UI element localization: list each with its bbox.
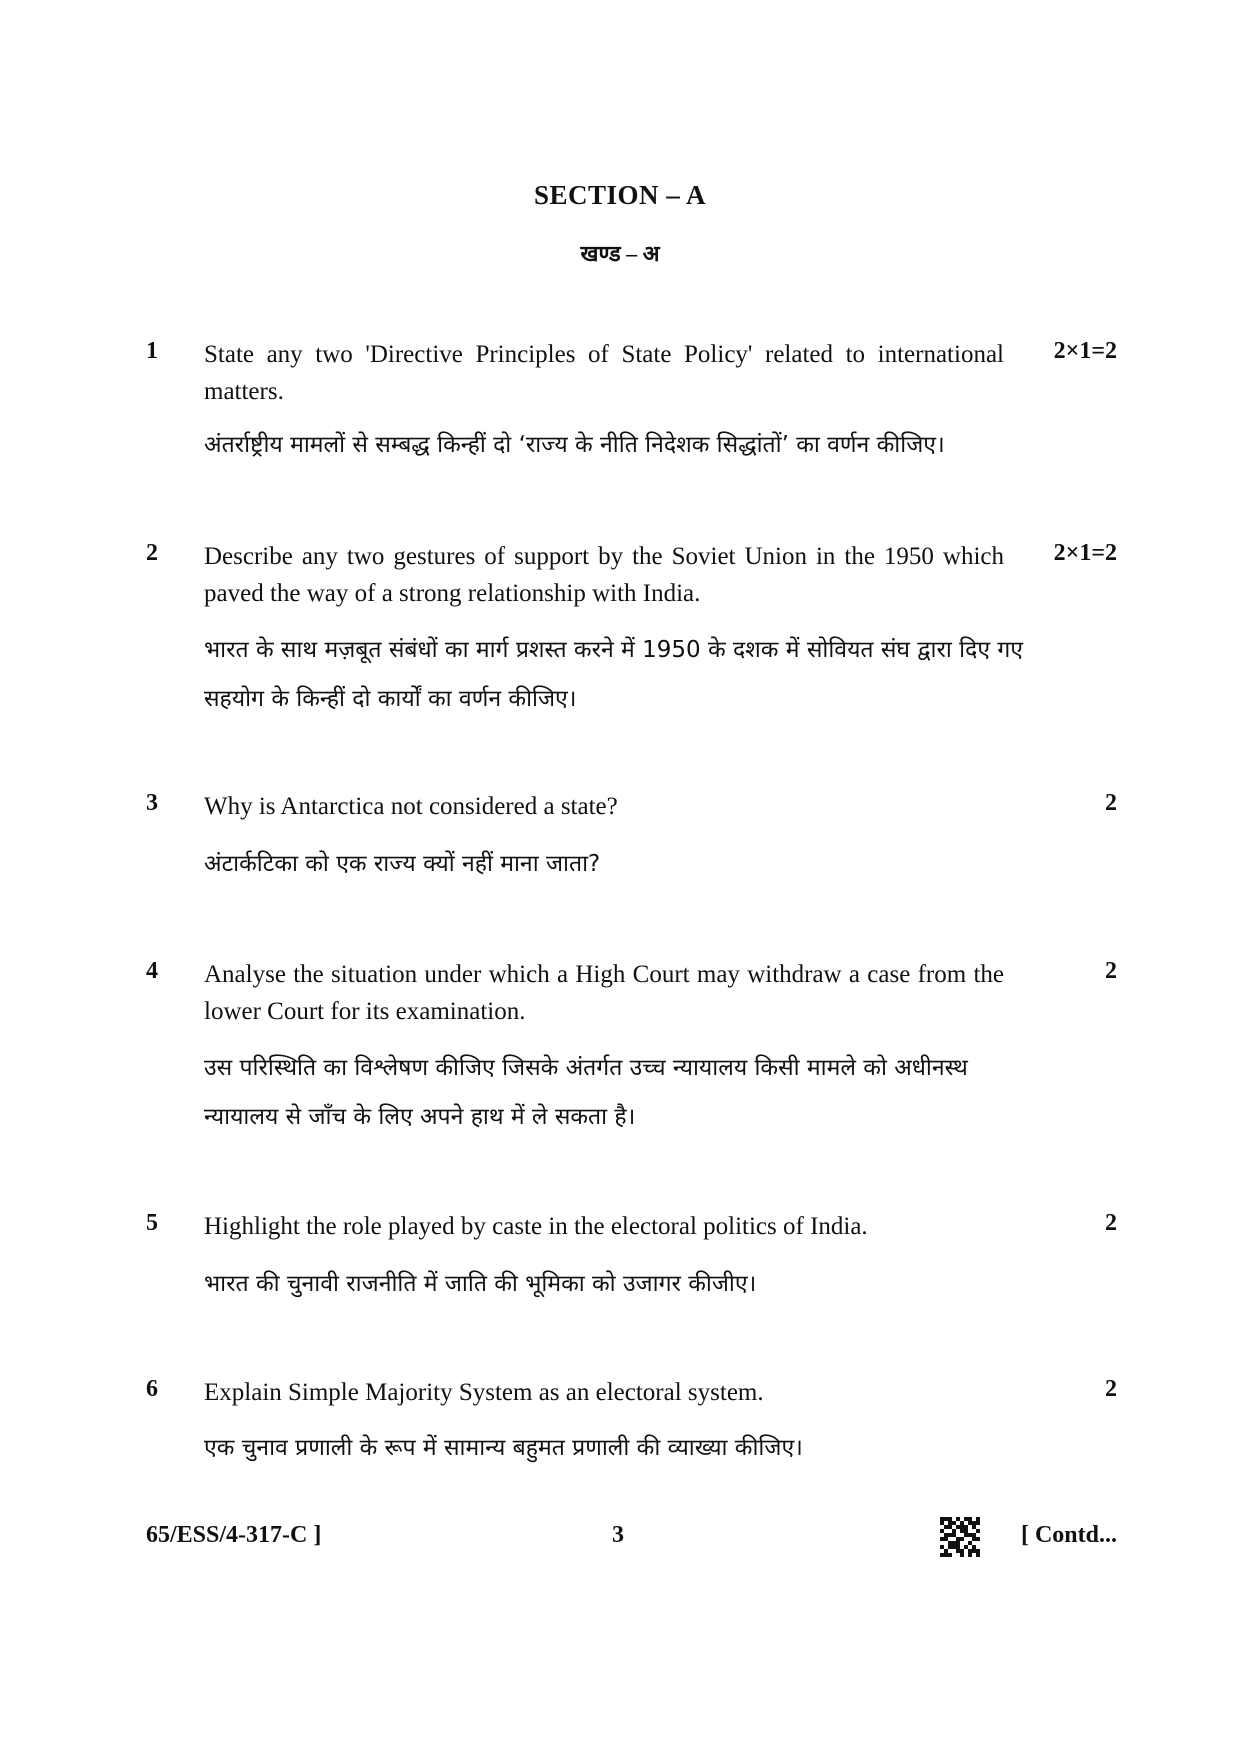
section-title: SECTION – A: [533, 180, 707, 210]
question-marks: 2: [1105, 958, 1117, 984]
section-title-hindi: खण्ड – अ: [580, 241, 660, 266]
question-text-hindi: भारत की चुनावी राजनीति में जाति की भूमिका को उजागर कीजीए।: [204, 1271, 757, 1297]
question-text-english: State any two 'Directive Principles of State Policy' related to international matters.: [204, 341, 1004, 405]
question-marks: 2×1=2: [1053, 338, 1117, 364]
continued-label: [ Contd...: [1020, 1522, 1117, 1548]
question-text-english: Analyse the situation under which a High Court may withdraw a case from the lower Court for its examination.: [204, 961, 1004, 1025]
question-text-english: Highlight the role played by caste in the electoral politics of India.: [204, 1213, 868, 1240]
page-number: 3: [612, 1522, 624, 1548]
question-text-hindi: एक चुनाव प्रणाली के रूप में सामान्य बहुमत प्रणाली की व्याख्या कीजिए।: [204, 1435, 803, 1461]
question-text-english: Describe any two gestures of support by the Soviet Union in the 1950 which paved the way of a strong relationship with India.: [204, 543, 1004, 607]
question-number: 6: [146, 1376, 158, 1402]
question-text-hindi: उस परिस्थिति का विश्लेषण कीजिए जिसके अंतर्गत उच्च न्यायालय किसी मामले को अधीनस्थ न्यायालय से जाँच के लिए अपने हाथ में ले सकता है।: [204, 1055, 968, 1130]
qr-code-icon: [940, 1517, 980, 1557]
question-number: 5: [146, 1210, 158, 1236]
question-number: 2: [146, 540, 158, 566]
question-marks: 2: [1105, 1376, 1117, 1402]
question-number: 4: [146, 958, 158, 984]
question-number: 3: [146, 790, 158, 816]
question-text-english: Why is Antarctica not considered a state?: [204, 793, 618, 820]
question-number: 1: [146, 338, 158, 364]
question-text-hindi: अंटार्कटिका को एक राज्य क्यों नहीं माना जाता?: [204, 851, 601, 877]
question-text-hindi: भारत के साथ मज़बूत संबंधों का मार्ग प्रशस्त करने में 1950 के दशक में सोवियत संघ द्वारा दिए गए सहयोग के किन्हीं दो कार्यों का वर्णन कीजिए।: [204, 637, 1024, 712]
question-text-hindi: अंतर्राष्ट्रीय मामलों से सम्बद्ध किन्हीं दो ‘राज्य के नीति निदेशक सिद्धांतों’ का वर्णन कीजिए।: [204, 432, 945, 458]
paper-code: 65/ESS/4-317-C ]: [146, 1522, 322, 1548]
question-marks: 2×1=2: [1053, 540, 1117, 566]
question-marks: 2: [1105, 790, 1117, 816]
question-text-english: Explain Simple Majority System as an electoral system.: [204, 1379, 764, 1406]
question-marks: 2: [1105, 1210, 1117, 1236]
